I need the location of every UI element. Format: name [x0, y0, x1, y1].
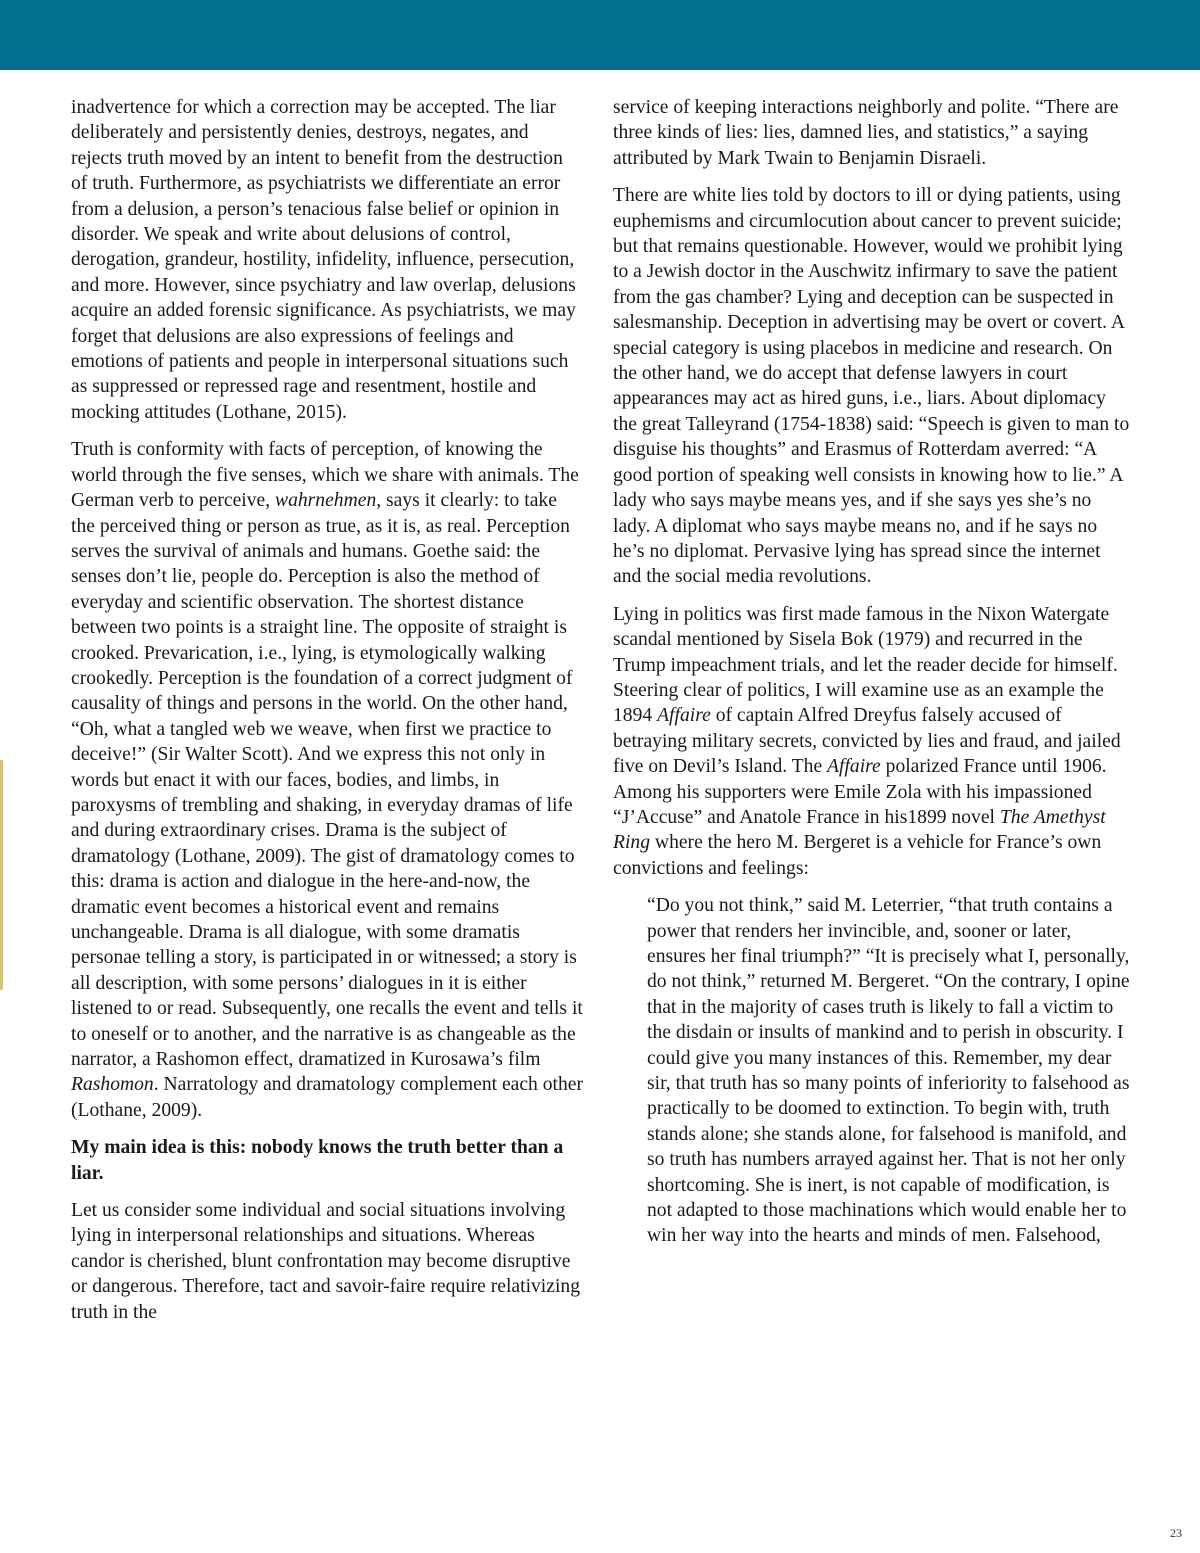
left-paragraph-2: Truth is conformity with facts of perception, of knowing the world through the five senses, which we share with animals. The German verb to perceive, wahrnehmen, says it clearly: to take the perceived thing or person as true, as it is, as real. Perception serves the survival of animals and humans. Goethe said: the senses don’t lie, people do. Perception is also the method of everyday and scientific observation. The shortest distance between two points is a straight line. The opposite of straight is crooked. Prevarication, i.e., lying, is etymologically walking crookedly. Perception is the foundation of a correct judgment of causality of things and persons in the world. On the other hand, “Oh, what a tangled web we weave, when first we practice to deceive!” (Sir Walter Scott). And we express this not only in words but enact it with our faces, bodies, and limbs, in paroxysms of trembling and shaking, in everyday dramas of life and during extraordinary crises. Drama is the subject of dramatology (Lothane, 2009). The gist of dramatology comes to this: drama is action and dialogue in the here-and-now, the dramatic event becomes a historical event and remains unchangeable. Drama is all dialogue, with some dramatis personae telling a story, is participated in or witnessed; a story is all description, with some persons’ dialogues in it is either listened to or read. Subsequently, one recalls the event and tells it to oneself or to another, and the narrative is as changeable as the narrator, a Rashomon effect, dramatized in Kurosawa’s film Rashomon. Narratology and dramatology complement each other (Lothane, 2009). — [71, 439, 584, 1121]
italic-film-title: Rashomon — [71, 1074, 154, 1096]
block-quote: “Do you not think,” said M. Leterrier, “that truth contains a power that renders her invincible, and, sooner or later, ensures her final triumph?” “It is precisely what I, personally, do not think,” returned M. Bergeret. “On the contrary, I opine that in the majority of cases truth is likely to fall a victim to the disdain or insults of mankind and to perish in obscurity. I could give you many instances of this. Remember, my dear sir, that truth has so many points of inferiority to falsehood as practically to be doomed to extinction. To begin with, truth stands alone; she stands alone, for falsehood is manifold, and so truth has numbers arrayed against her. That is not her only shortcoming. She is inert, is not capable of modification, is not adapted to those machinations which would enable her to win her way into the hearts and minds of men. Falsehood, — [647, 895, 1130, 1247]
left-column — [71, 95, 583, 1337]
header-band — [0, 0, 1200, 70]
right-column — [613, 95, 1133, 1261]
italic-affaire-2: Affaire — [827, 756, 881, 778]
left-paragraph-4: Let us consider some individual and social situations involving lying in interpersonal relationships and situations. Whereas candor is cherished, blunt confrontation may become disruptive or dangerous. Therefore, tact and savoir-faire require relativizing truth in the — [71, 1200, 580, 1323]
italic-affaire-1: Affaire — [657, 705, 711, 727]
page-number: 23 — [1170, 1526, 1182, 1540]
right-paragraph-3: Lying in politics was first made famous in the Nixon Watergate scandal mentioned by Sisela Bok (1979) and recurred in the Trump impeachment trials, and let the reader decide for himself. Steering clear of politics, I will examine use as an example the 1894 Affaire of captain Alfred Dreyfus falsely accused of betraying military secrets, convicted by lies and fraud, and jailed five on Devil’s Island. The Affaire polarized France until 1906. Among his supporters were Emile Zola with his impassioned “J’Accuse” and Anatole France in his1899 novel The Amethyst Ring where the hero M. Bergeret is a vehicle for France’s own convictions and feelings: — [613, 603, 1121, 879]
italic-term-wahrnehmen: wahrnehmen — [275, 490, 377, 512]
right-paragraph-1: service of keeping interactions neighborly and polite. “There are three kinds of lies: lies, damned lies, and statistics,” a saying attributed by Mark Twain to Benjamin Disraeli. — [613, 97, 1119, 169]
right-paragraph-2: There are white lies told by doctors to ill or dying patients, using euphemisms and circumlocution about cancer to prevent suicide; but that remains questionable. However, would we prohibit lying to a Jewish doctor in the Auschwitz infirmary to save the patient from the gas chamber? Lying and deception can be suspected in salesmanship. Deception in advertising may be overt or covert. A special category is using placebos in medicine and research. On the other hand, we do accept that defense lawyers in court appearances may act as hired guns, i.e., liars. About diplomacy the great Talleyrand (1754-1838) said: “Speech is given to man to disguise his thoughts” and Erasmus of Rotterdam averred: “A good portion of speaking well consists in knowing how to lie.” A lady who says maybe means yes, and if she says yes she’s no lady. A diplomat who says maybe means no, and if he says no he’s no diplomat. Pervasive lying has spread since the internet and the social media revolutions. — [613, 185, 1130, 588]
main-idea-statement: My main idea is this: nobody knows the truth better than a liar. — [71, 1137, 564, 1184]
margin-accent-bar — [0, 760, 3, 990]
italic-book-title: The Amethyst Ring — [613, 806, 1106, 854]
left-paragraph-1: inadvertence for which a correction may be accepted. The liar deliberately and persistently denies, destroys, negates, and rejects truth moved by an intent to benefit from the destruction of truth. Furthermore, as psychiatrists we differentiate an error from a delusion, a person’s tenacious false belief or opinion in disorder. We speak and write about delusions of control, derogation, grandeur, hostility, infidelity, influence, persecution, and more. However, since psychiatry and law overlap, delusions acquire an added forensic significance. As psychiatrists, we may forget that delusions are also expressions of feelings and emotions of patients and people in interpersonal situations such as suppressed or repressed rage and resentment, hostile and mocking attitudes (Lothane, 2015). — [71, 97, 576, 423]
